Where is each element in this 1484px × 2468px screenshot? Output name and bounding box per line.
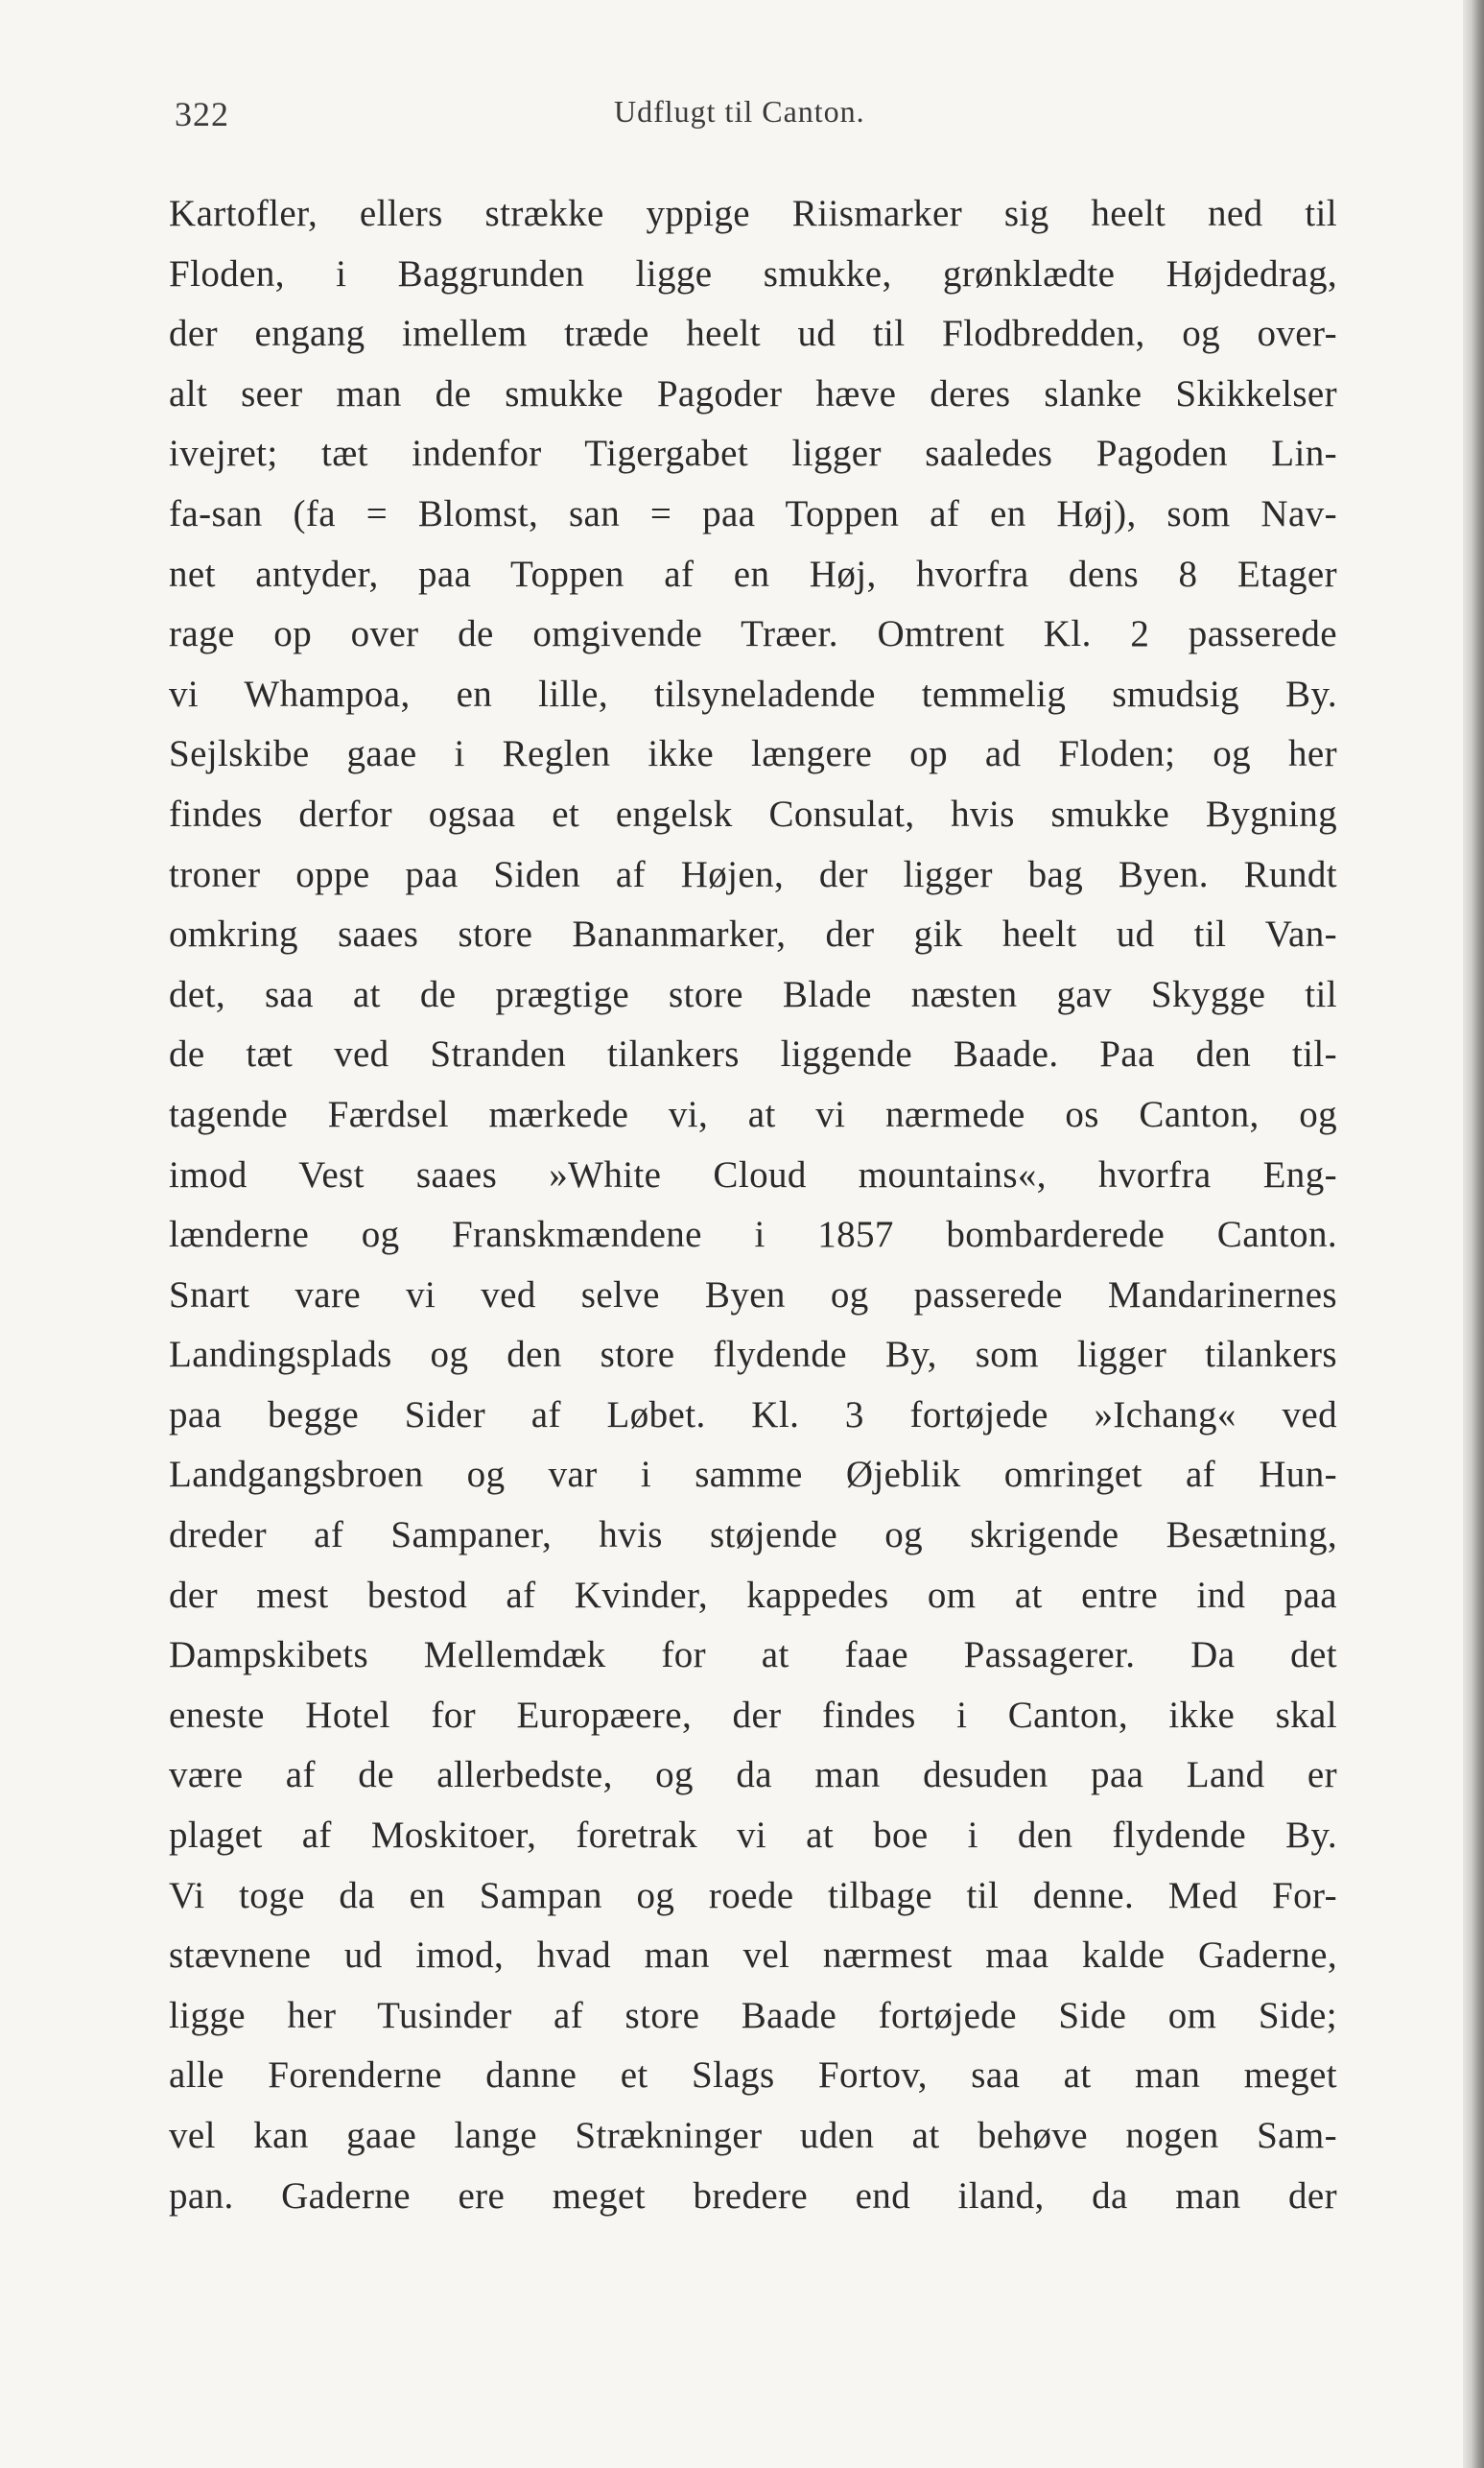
text-line: eneste Hotel for Europæere, der findes i Canton, ikke skal — [169, 1694, 1337, 1736]
text-line: vel kan gaae lange Strækninger uden at behøve nogen Sam- — [169, 2115, 1337, 2156]
text-line: Snart vare vi ved selve Byen og passerede Mandarinernes — [169, 1273, 1337, 1316]
text-line: det, saa at de prægtige store Blade næsten gav Skygge til — [169, 973, 1337, 1015]
text-line: fa-san (fa = Blomst, san = paa Toppen af en Høj), som Nav- — [169, 492, 1337, 534]
text-line: Vi toge da en Sampan og roede tilbage til denne. Med For- — [169, 1874, 1337, 1916]
text-line: paa begge Sider af Løbet. Kl. 3 fortøjede »Ichang« ved — [169, 1393, 1337, 1436]
text-line: være af de allerbedste, og da man desuden paa Land er — [169, 1754, 1337, 1796]
body-text — [169, 184, 1337, 2226]
text-line: Kartofler, ellers strække yppige Riismarker sig heelt ned til — [169, 193, 1337, 234]
text-line: Dampskibets Mellemdæk for at faae Passagerer. Da det — [169, 1634, 1337, 1676]
page-number: 322 — [175, 95, 229, 133]
text-line: Landgangsbroen og var i samme Øjeblik omringet af Hun- — [169, 1454, 1337, 1496]
text-line: Landingsplads og den store flydende By, som ligger tilankers — [169, 1334, 1337, 1376]
text-line: dreder af Sampaner, hvis støjende og skrigende Besætning, — [169, 1514, 1337, 1556]
text-line: ligge her Tusinder af store Baade fortøjede Side om Side; — [169, 1994, 1337, 2036]
text-line: Sejlskibe gaae i Reglen ikke længere op ad Floden; og her — [169, 733, 1337, 775]
text-line: stævnene ud imod, hvad man vel nærmest maa kalde Gaderne, — [169, 1934, 1337, 1977]
text-line: omkring saaes store Bananmarker, der gik heelt ud til Van- — [169, 914, 1337, 956]
text-line: pan. Gaderne ere meget bredere end iland, da man der — [169, 2174, 1337, 2217]
text-line: imod Vest saaes »White Cloud mountains«, hvorfra Eng- — [169, 1153, 1337, 1196]
text-line: alt seer man de smukke Pagoder hæve deres slanke Skikkelser — [169, 372, 1337, 415]
text-line: rage op over de omgivende Træer. Omtrent Kl. 2 passerede — [169, 613, 1337, 655]
text-line: tagende Færdsel mærkede vi, at vi nærmede os Canton, og — [169, 1093, 1337, 1135]
text-line: Floden, i Baggrunden ligge smukke, grønklædte Højdedrag, — [169, 252, 1337, 295]
text-line: de tæt ved Stranden tilankers liggende Baade. Paa den til- — [169, 1033, 1337, 1076]
text-line: ivejret; tæt indenfor Tigergabet ligger saaledes Pagoden Lin- — [169, 433, 1337, 475]
running-title: Udflugt til Canton. — [614, 94, 865, 129]
text-line: lænderne og Franskmændene i 1857 bombarderede Canton. — [169, 1214, 1337, 1256]
text-line: alle Forenderne danne et Slags Fortov, saa at man meget — [169, 2054, 1337, 2097]
text-line: der mest bestod af Kvinder, kappedes om at entre ind paa — [169, 1574, 1337, 1616]
text-line: net antyder, paa Toppen af en Høj, hvorfra dens 8 Etager — [169, 553, 1337, 595]
text-line: troner oppe paa Siden af Højen, der ligger bag Byen. Rundt — [169, 853, 1337, 895]
text-line: findes derfor ogsaa et engelsk Consulat, hvis smukke Bygning — [169, 793, 1337, 835]
text-line: vi Whampoa, en lille, tilsyneladende temmelig smudsig By. — [169, 673, 1337, 715]
page-edge — [1463, 0, 1484, 2468]
text-line: plaget af Moskitoer, foretrak vi at boe i den flydende By. — [169, 1815, 1337, 1857]
text-line: der engang imellem træde heelt ud til Flodbredden, og over- — [169, 313, 1337, 355]
